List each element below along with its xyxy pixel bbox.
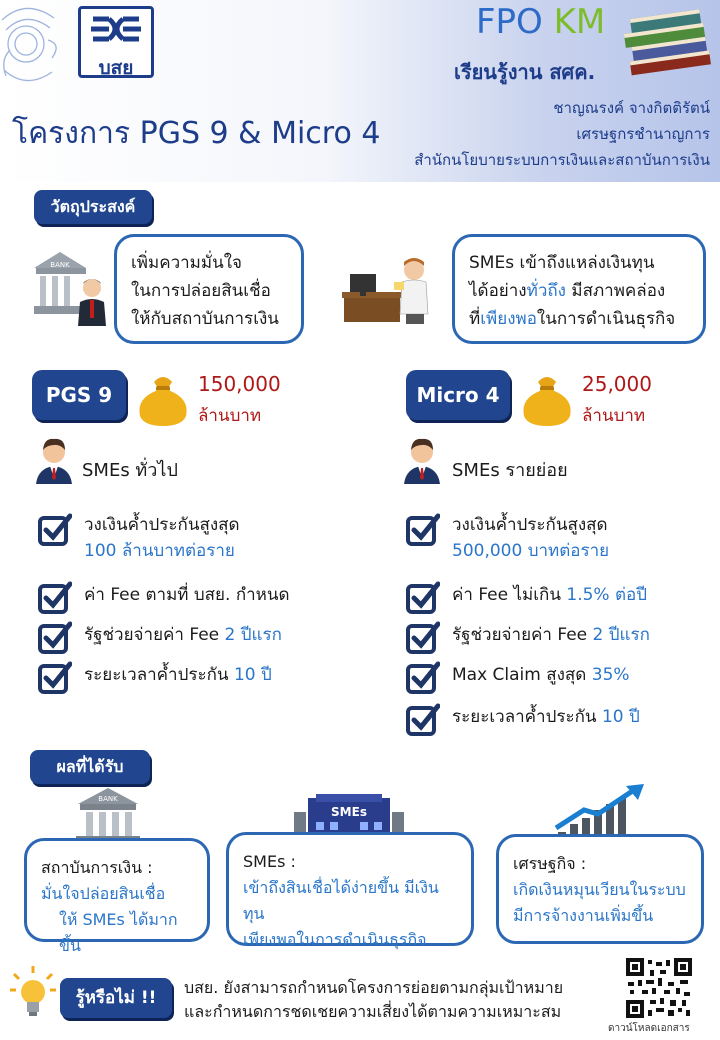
pgs-amount-unit: ล้านบาท — [198, 406, 262, 426]
result-box-bank — [24, 838, 210, 955]
checkbox-check-icon — [406, 660, 440, 694]
did-you-know-text — [184, 976, 563, 1024]
tcg-logo — [78, 6, 154, 78]
objective-smes-text: ในการดำเนินธุรกิจ — [536, 309, 676, 329]
pgs-bullet-highlight: 10 ปี — [233, 665, 272, 685]
pgs-bullet-text — [84, 662, 272, 688]
micro-bullet — [406, 580, 716, 614]
pgs-amount: 150,000 — [198, 372, 281, 396]
micro-bullet-text — [452, 662, 630, 688]
books-icon — [618, 6, 716, 80]
checkbox-check-icon — [406, 702, 440, 736]
objective-smes-text: ที่ — [469, 309, 481, 329]
bank-banker-icon — [30, 246, 106, 326]
micro-bullet-highlight: 35% — [591, 665, 630, 685]
result-text: ให้ SMEs ได้มากขึ้น — [59, 910, 178, 955]
bank-sign: BANK — [50, 261, 70, 269]
pgs-bullet — [38, 580, 358, 614]
bank-building-icon — [74, 786, 142, 846]
micro-bullet-text — [452, 512, 609, 564]
result-text: มั่นใจปล่อยสินเชื่อ — [41, 884, 166, 903]
smes-building-sign: SMEs — [331, 805, 367, 819]
objective-smes-line-3 — [469, 305, 689, 333]
pgs-bullet-highlight: 100 ล้านบาทต่อราย — [84, 541, 235, 561]
objective-box-bank-line: ให้กับสถาบันการเงิน — [131, 309, 279, 329]
objective-label: วัตถุประสงค์ — [34, 190, 152, 224]
pgs-label: PGS 9 — [32, 370, 126, 420]
money-bag-icon — [518, 372, 576, 428]
author-office: สำนักนโยบายระบบการเงินและสถาบันการเงิน — [414, 151, 710, 169]
micro-bullet-highlight: 10 ปี — [601, 707, 640, 727]
result-box-economy — [496, 834, 704, 944]
pgs-bullet-plain: ระยะเวลาค้ำประกัน — [84, 665, 234, 685]
micro-bullet-highlight: 500,000 บาทต่อราย — [452, 541, 610, 561]
pgs-bullet — [38, 660, 358, 694]
money-bag-icon — [134, 372, 192, 428]
did-you-know-line: บสย. ยังสามารถกำหนดโครงการย่อยตามกลุ่มเป้าหมาย — [184, 978, 564, 997]
qr-caption: ดาวน์โหลดเอกสาร — [608, 1023, 690, 1034]
micro-bullet-plain: ระยะเวลาค้ำประกัน — [452, 707, 602, 727]
micro-bullet — [406, 702, 716, 736]
pgs-bullet-highlight: 2 ปีแรก — [224, 625, 282, 645]
checkbox-check-icon — [406, 512, 440, 546]
objective-smes-line-1: SMEs เข้าถึงแหล่งเงินทุน — [469, 253, 655, 273]
micro-segment: SMEs รายย่อย — [452, 460, 568, 481]
learn-subtitle: เรียนรู้งาน สศค. — [454, 60, 596, 84]
did-you-know-line: และกำหนดการชดเชยความเสี่ยงได้ตามความเหมาะสม — [184, 1002, 562, 1021]
checkbox-check-icon — [38, 512, 72, 546]
objective-smes-highlight: เพียงพอ — [480, 309, 537, 329]
lightbulb-icon — [8, 964, 58, 1020]
objective-box-bank-line: เพิ่มความมั่นใจ — [131, 253, 242, 273]
checkbox-check-icon — [38, 620, 72, 654]
author-name: ชาญณรงค์ จางกิตติรัตน์ — [553, 99, 710, 117]
micro-bullet-plain: Max Claim สูงสุด — [452, 665, 592, 685]
objective-box-bank — [114, 234, 304, 344]
objective-smes-line-2 — [469, 277, 689, 305]
result-box-smes — [226, 832, 474, 949]
objective-smes-text: มีสภาพคล่อง — [565, 281, 666, 301]
micro-bullet-plain: ค่า Fee ไม่เกิน — [452, 585, 567, 605]
micro-bullet — [406, 620, 716, 654]
qr-code-icon[interactable] — [626, 958, 692, 1018]
pgs-bullet-text — [84, 512, 240, 564]
result-text: เกิดเงินหมุนเวียนในระบบ — [513, 880, 686, 899]
micro-bullet-plain: รัฐช่วยจ่ายค่า Fee — [452, 625, 593, 645]
micro-amount: 25,000 — [582, 372, 652, 396]
micro-bullet — [406, 512, 716, 564]
objective-smes-highlight: ทั่วถึง — [526, 281, 566, 301]
tcg-logo-mark-icon — [81, 11, 151, 51]
page-title: โครงการ PGS 9 & Micro 4 — [12, 116, 381, 151]
objective-box-bank-line: ในการปล่อยสินเชื่อ — [131, 281, 271, 301]
result-text: เข้าถึงสินเชื่อได้ง่ายขึ้น มีเงินทุน — [243, 878, 439, 923]
micro-bullet-text — [452, 582, 647, 608]
did-you-know-label: รู้หรือไม่ !! — [60, 978, 172, 1018]
author-position: เศรษฐกรชำนาญการ — [576, 125, 710, 143]
brand-fpo: FPO — [476, 2, 543, 42]
results-label: ผลที่ได้รับ — [30, 750, 150, 784]
pgs-segment: SMEs ทั่วไป — [82, 460, 178, 481]
objective-box-smes — [452, 234, 706, 344]
result-title: SMEs : — [243, 852, 296, 871]
pgs-bullet-text — [84, 582, 290, 608]
micro-bullet — [406, 660, 716, 694]
pgs-bullet — [38, 620, 358, 654]
tcg-logo-text: บสย — [98, 57, 134, 79]
objective-smes-text: ได้อย่าง — [469, 281, 527, 301]
micro-bullet-text — [452, 704, 640, 730]
bank-building-sign: BANK — [98, 795, 118, 803]
checkbox-check-icon — [38, 660, 72, 694]
pgs-bullet-text — [84, 622, 282, 648]
pgs-bullet-plain: วงเงินค้ำประกันสูงสุด — [84, 515, 240, 535]
business-owner-desk-icon — [336, 252, 446, 326]
micro-bullet-highlight: 2 ปีแรก — [592, 625, 650, 645]
pgs-bullet — [38, 512, 358, 564]
checkbox-check-icon — [38, 580, 72, 614]
micro-bullet-plain: วงเงินค้ำประกันสูงสุด — [452, 515, 608, 535]
micro-amount-unit: ล้านบาท — [582, 406, 646, 426]
brand-km: KM — [553, 2, 606, 42]
sme-person-icon — [400, 436, 444, 484]
micro-label: Micro 4 — [406, 370, 510, 420]
brand-fpo-km — [476, 2, 605, 42]
micro-bullet-highlight: 1.5% ต่อปี — [566, 585, 648, 605]
sme-person-icon — [32, 436, 76, 484]
result-title: เศรษฐกิจ : — [513, 854, 587, 873]
result-text: เพียงพอในการดำเนินธุรกิจ — [243, 930, 427, 949]
result-text: มีการจ้างงานเพิ่มขึ้น — [513, 906, 654, 925]
result-title: สถาบันการเงิน : — [41, 858, 153, 877]
pgs-bullet-plain: รัฐช่วยจ่ายค่า Fee — [84, 625, 225, 645]
checkbox-check-icon — [406, 580, 440, 614]
micro-bullet-text — [452, 622, 650, 648]
garuda-emblem-icon — [0, 0, 70, 92]
pgs-bullet-plain: ค่า Fee ตามที่ บสย. กำหนด — [84, 585, 290, 605]
checkbox-check-icon — [406, 620, 440, 654]
